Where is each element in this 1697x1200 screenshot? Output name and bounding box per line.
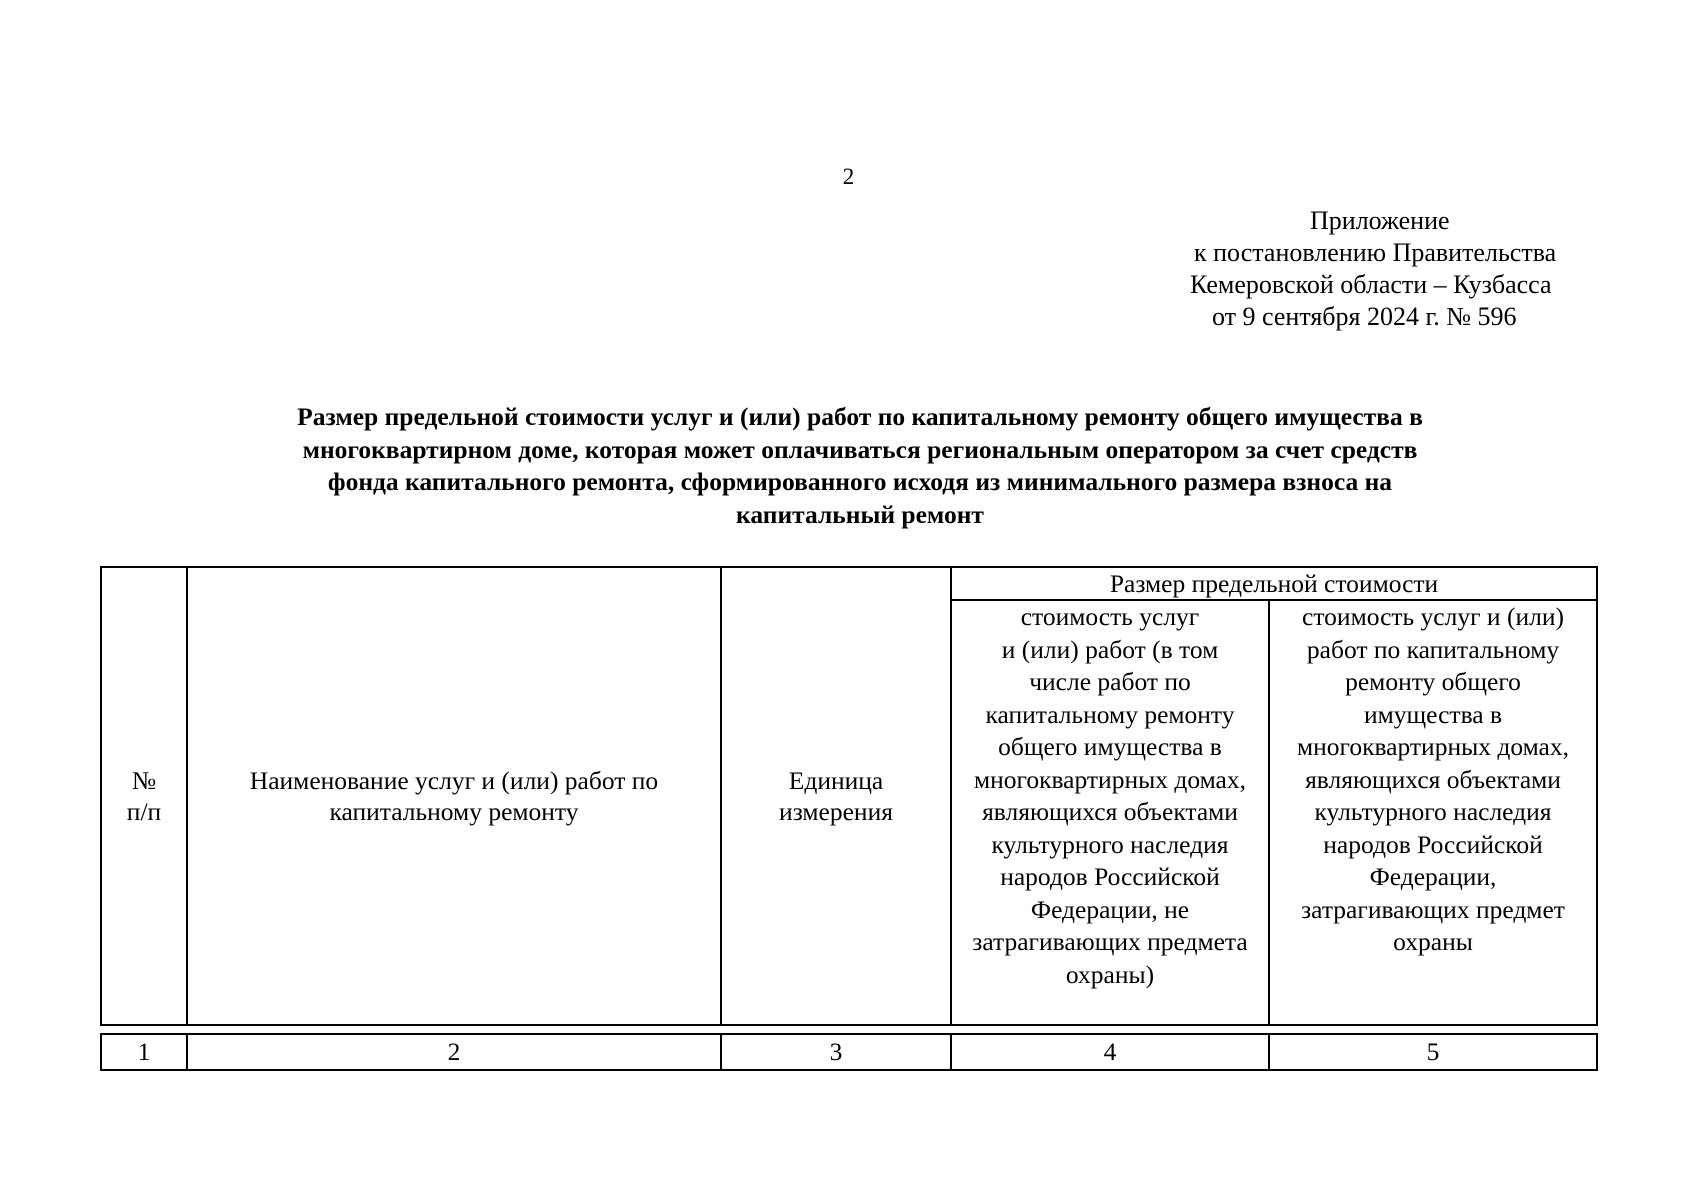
title-line-2: многоквартирном доме, которая может оплачиваться региональным оператором за счет средств	[302, 434, 1418, 464]
column-number-2: 2	[187, 1034, 721, 1070]
header-number: № п/п	[101, 567, 187, 1025]
appendix-line-2: к постановлению Правительства	[1194, 238, 1557, 267]
title-line-3: фонда капитального ремонта, сформированного исходя из минимального размера взноса на	[327, 467, 1393, 496]
appendix-line-4: от 9 сентября 2024 г. № 596	[1212, 302, 1517, 331]
column-number-1: 1	[101, 1034, 187, 1070]
column-number-4: 4	[951, 1034, 1269, 1070]
column-number-row	[100, 1033, 1598, 1071]
appendix-line-3: Кемеровской области – Кузбасса	[1190, 270, 1552, 299]
header-max-cost-group: Размер предельной стоимости	[951, 567, 1597, 600]
header-cost-not-affecting: стоимость услуг и (или) работ (в том числе работ по капитальному ремонту общего имущества в многоквартирных домах, являющихся объектами культурного наследия народов Российской Федерации, не затрагивающих предмета охраны)	[951, 600, 1269, 1025]
column-number-5: 5	[1269, 1034, 1597, 1070]
document-title	[210, 401, 1510, 531]
cost-table-header	[100, 566, 1598, 1026]
title-line-4: капитальный ремонт	[736, 499, 984, 529]
column-number-3: 3	[721, 1034, 951, 1070]
header-unit: Единица измерения	[721, 567, 951, 1025]
header-cost-affecting: стоимость услуг и (или) работ по капитальному ремонту общего имущества в многоквартирных домах, являющихся объектами культурного наследия народов Российской Федерации, затрагивающих предмет охраны	[1269, 600, 1597, 1025]
appendix-block	[1170, 205, 1630, 333]
title-line-1: Размер предельной стоимости услуг и (или) работ по капитальному ремонту общего имущества в	[297, 402, 1423, 431]
header-service-name: Наименование услуг и (или) работ по капитальному ремонту	[187, 567, 721, 1025]
page-number: 2	[842, 164, 855, 189]
appendix-line-1: Приложение	[1310, 206, 1450, 235]
